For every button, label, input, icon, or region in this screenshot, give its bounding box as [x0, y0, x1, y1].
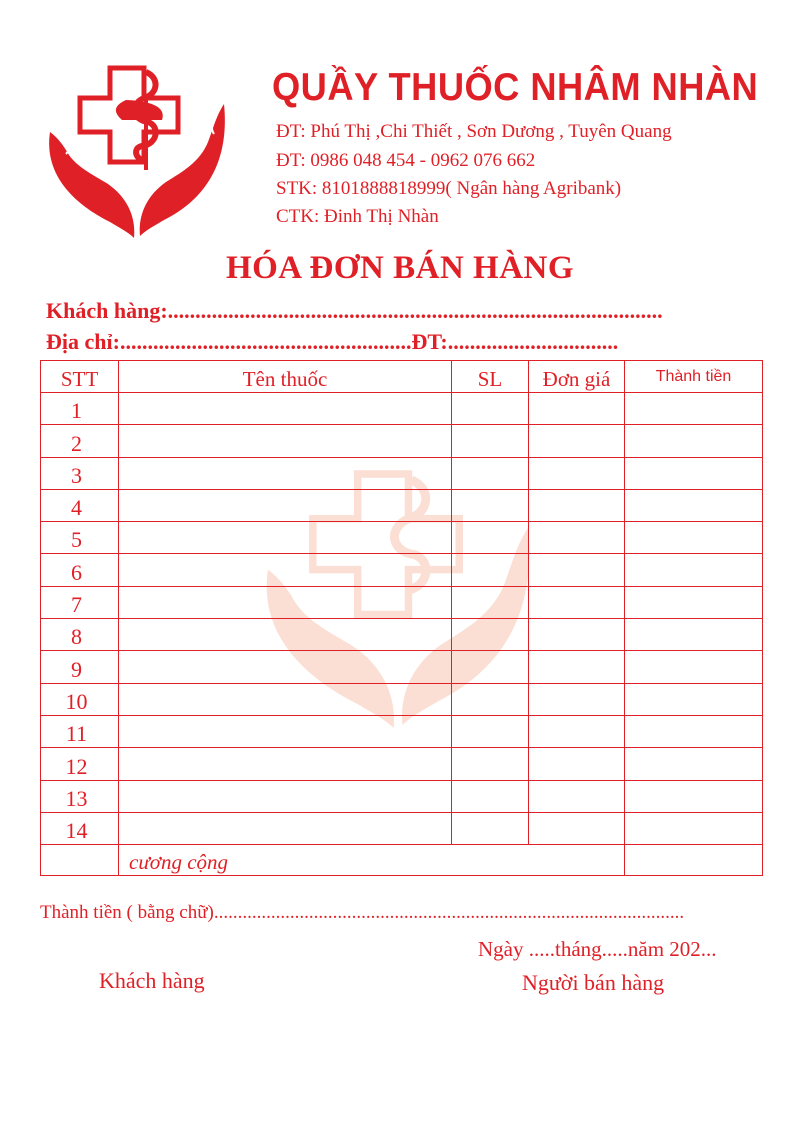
quantity-cell[interactable]	[452, 425, 529, 457]
store-name: QUẦY THUỐC NHÂM NHÀN	[272, 66, 759, 109]
quantity-cell[interactable]	[452, 393, 529, 425]
amount-cell[interactable]	[625, 812, 763, 844]
unit-price-cell[interactable]	[529, 683, 625, 715]
row-number: 5	[41, 522, 119, 554]
date-line: Ngày .....tháng.....năm 202...	[478, 937, 717, 961]
bank-line: STK: 8101888818999( Ngân hàng Agribank)	[276, 178, 622, 199]
table-row	[41, 748, 763, 780]
amount-cell[interactable]	[625, 748, 763, 780]
customer-signature-label: Khách hàng	[99, 968, 205, 993]
quantity-cell[interactable]	[452, 683, 529, 715]
address-field[interactable]	[46, 329, 618, 355]
unit-price-cell[interactable]	[529, 522, 625, 554]
amount-in-words-field[interactable]: Thành tiền ( bằng chữ)...................................................................................................	[40, 902, 685, 923]
quantity-cell[interactable]	[452, 457, 529, 489]
table-row	[41, 651, 763, 683]
medicine-cell[interactable]	[119, 425, 452, 457]
medicine-cell[interactable]	[119, 780, 452, 812]
unit-price-cell[interactable]	[529, 651, 625, 683]
quantity-cell[interactable]	[452, 651, 529, 683]
total-empty-cell	[41, 845, 119, 876]
col-header-medicine: Tên thuốc	[119, 361, 452, 393]
quantity-cell[interactable]	[452, 586, 529, 618]
medicine-cell[interactable]	[119, 457, 452, 489]
unit-price-cell[interactable]	[529, 748, 625, 780]
medicine-cell[interactable]	[119, 651, 452, 683]
col-header-stt: STT	[41, 361, 119, 393]
customer-dots: ..........................................................................................	[167, 298, 663, 323]
medicine-cell[interactable]	[119, 619, 452, 651]
owner-line: CTK: Đinh Thị Nhàn	[276, 206, 439, 227]
unit-price-cell[interactable]	[529, 425, 625, 457]
row-number: 9	[41, 651, 119, 683]
total-amount-cell[interactable]	[625, 845, 763, 876]
amount-cell[interactable]	[625, 683, 763, 715]
quantity-cell[interactable]	[452, 715, 529, 747]
table-row	[41, 586, 763, 618]
medicine-cell[interactable]	[119, 683, 452, 715]
row-number: 12	[41, 748, 119, 780]
unit-price-cell[interactable]	[529, 457, 625, 489]
col-header-amount: Thành tiền	[625, 361, 763, 393]
medicine-cell[interactable]	[119, 522, 452, 554]
amount-cell[interactable]	[625, 651, 763, 683]
row-number: 14	[41, 812, 119, 844]
address-label: Địa chỉ:	[46, 329, 120, 354]
amount-cell[interactable]	[625, 393, 763, 425]
row-number: 8	[41, 619, 119, 651]
amount-cell[interactable]	[625, 586, 763, 618]
row-number: 11	[41, 715, 119, 747]
unit-price-cell[interactable]	[529, 780, 625, 812]
seller-signature-label: Người bán hàng	[522, 970, 665, 995]
phone-label: ĐT:	[411, 329, 448, 354]
quantity-cell[interactable]	[452, 812, 529, 844]
table-row	[41, 554, 763, 586]
address-dots: .....................................................	[119, 329, 412, 354]
table-row	[41, 619, 763, 651]
row-number: 13	[41, 780, 119, 812]
unit-price-cell[interactable]	[529, 393, 625, 425]
unit-price-cell[interactable]	[529, 715, 625, 747]
table-row	[41, 812, 763, 844]
amount-cell[interactable]	[625, 489, 763, 521]
medicine-cell[interactable]	[119, 715, 452, 747]
col-header-quantity: SL	[452, 361, 529, 393]
row-number: 4	[41, 489, 119, 521]
amount-cell[interactable]	[625, 715, 763, 747]
quantity-cell[interactable]	[452, 619, 529, 651]
address-line: ĐT: Phú Thị ,Chi Thiết , Sơn Dương , Tuyên Quang	[276, 121, 672, 142]
amount-cell[interactable]	[625, 425, 763, 457]
table-row	[41, 425, 763, 457]
table-row	[41, 715, 763, 747]
quantity-cell[interactable]	[452, 489, 529, 521]
phone-line: ĐT: 0986 048 454 - 0962 076 662	[276, 150, 536, 171]
table-row	[41, 683, 763, 715]
medicine-cell[interactable]	[119, 812, 452, 844]
invoice-title: HÓA ĐƠN BÁN HÀNG	[225, 250, 575, 286]
amount-cell[interactable]	[625, 457, 763, 489]
customer-label: Khách hàng:	[46, 298, 168, 323]
table-row	[41, 393, 763, 425]
row-number: 10	[41, 683, 119, 715]
unit-price-cell[interactable]	[529, 554, 625, 586]
row-number: 3	[41, 457, 119, 489]
quantity-cell[interactable]	[452, 780, 529, 812]
row-number: 7	[41, 586, 119, 618]
amount-cell[interactable]	[625, 522, 763, 554]
row-number: 6	[41, 554, 119, 586]
medicine-cell[interactable]	[119, 748, 452, 780]
unit-price-cell[interactable]	[529, 619, 625, 651]
quantity-cell[interactable]	[452, 522, 529, 554]
quantity-cell[interactable]	[452, 554, 529, 586]
invoice-table	[40, 360, 763, 876]
col-header-unit-price: Đơn giá	[529, 361, 625, 393]
amount-cell[interactable]	[625, 554, 763, 586]
unit-price-cell[interactable]	[529, 489, 625, 521]
table-row	[41, 489, 763, 521]
total-row	[41, 845, 763, 876]
unit-price-cell[interactable]	[529, 812, 625, 844]
table-header-row	[41, 361, 763, 393]
total-label: cương cộng	[119, 845, 625, 876]
row-number: 2	[41, 425, 119, 457]
table-row	[41, 457, 763, 489]
medicine-cell[interactable]	[119, 489, 452, 521]
amount-cell[interactable]	[625, 619, 763, 651]
table-row	[41, 522, 763, 554]
customer-field[interactable]	[46, 298, 663, 324]
phone-dots: ...............................	[447, 329, 619, 354]
medicine-cell[interactable]	[119, 554, 452, 586]
medicine-cell[interactable]	[119, 393, 452, 425]
medicine-cell[interactable]	[119, 586, 452, 618]
table-row	[41, 780, 763, 812]
amount-cell[interactable]	[625, 780, 763, 812]
unit-price-cell[interactable]	[529, 586, 625, 618]
pharmacy-hands-cross-logo-icon	[46, 60, 228, 242]
quantity-cell[interactable]	[452, 748, 529, 780]
row-number: 1	[41, 393, 119, 425]
